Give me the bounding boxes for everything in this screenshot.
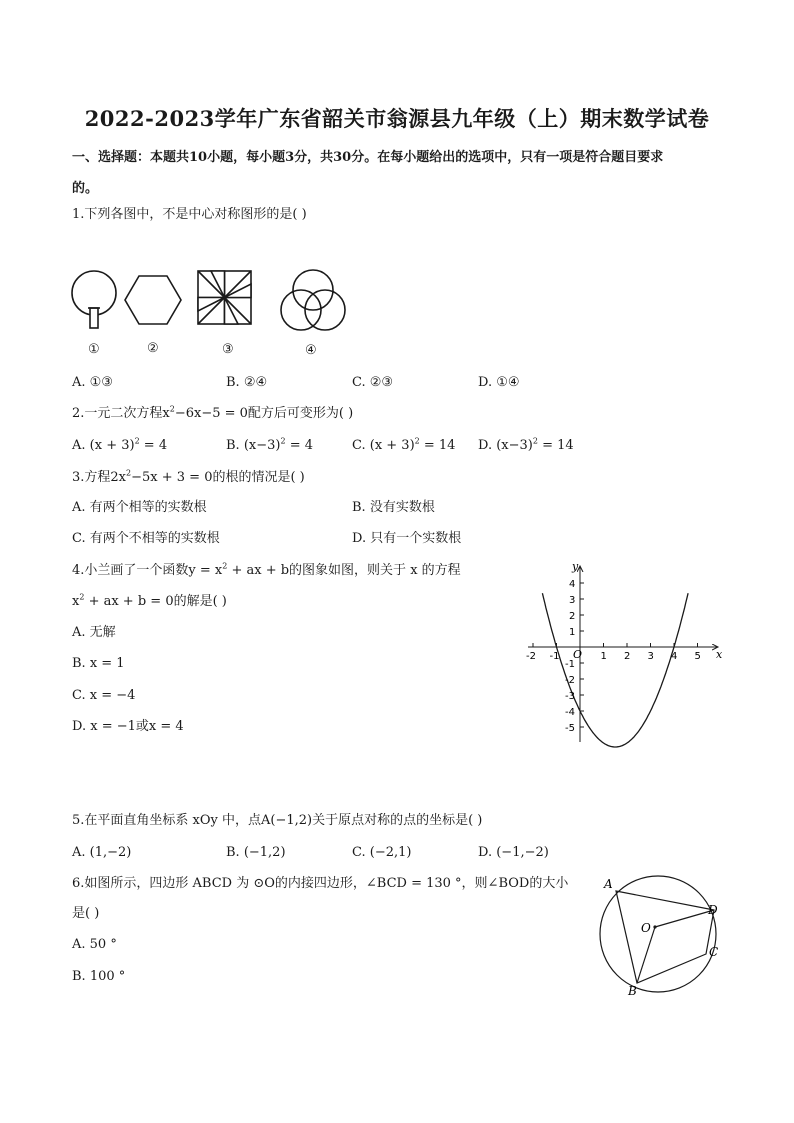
parabola-graph — [524, 560, 724, 750]
q2-stem: 2.一元二次方程$x^2-6x-5 = 0$配方后可变形为( ) — [72, 404, 354, 421]
x-tick-label: 5 — [694, 651, 701, 662]
q1-option-b[interactable]: B. ②④ — [226, 375, 268, 390]
q1-option-c[interactable]: C. ②③ — [352, 375, 394, 390]
q4-option-c[interactable]: C. x = −4 — [72, 688, 136, 703]
y-tick-label: -2 — [565, 675, 575, 686]
q3-option-a[interactable]: A. 有两个相等的实数根 — [72, 500, 207, 515]
y-tick-label: 3 — [569, 595, 576, 606]
y-tick-label: -4 — [565, 707, 575, 718]
x-tick-label: 2 — [624, 651, 631, 662]
q4-option-a[interactable]: A. 无解 — [72, 625, 116, 640]
pinwheel-figure-icon — [198, 271, 251, 324]
x-tick-label: 1 — [600, 651, 607, 662]
q1-figures — [66, 266, 366, 338]
q1-stem: 1.下列各图中，不是中心对称图形的是( ) — [72, 207, 307, 222]
x-tick-label: 4 — [671, 651, 678, 662]
y-tick-label: 1 — [569, 627, 576, 638]
q4-option-d[interactable]: D. x = −1或x = 4 — [72, 719, 184, 734]
q6-stem-line1: 6.如图所示，四边形 ABCD 为 ⊙O的内接四边形，∠BCD = 130 °，则∠BOD的大小 — [72, 876, 569, 891]
q2-option-c[interactable]: C. $(x + 3)^2 = 14$ — [352, 436, 456, 453]
q5-stem: 5.在平面直角坐标系 xOy 中，点A(−1,2)关于原点对称的点的坐标是( ) — [72, 813, 483, 828]
q3-stem: 3.方程$2x^2-5x + 3 = 0$的根的情况是( ) — [72, 468, 305, 485]
q4-stem-line1: 4.小兰画了一个函数$y = x^2$ + ax + b的图象如图，则关于 x 的方程 — [72, 561, 461, 578]
y-tick-label: -1 — [565, 659, 575, 670]
x-axis-label: x — [716, 648, 723, 661]
q5-option-d[interactable]: D. (−1,−2) — [478, 845, 549, 860]
y-tick-label: 2 — [569, 611, 576, 622]
q6-option-b[interactable]: B. 100 ° — [72, 969, 126, 984]
q5-option-a[interactable]: A. (1,−2) — [72, 845, 132, 860]
y-tick-label: -3 — [565, 691, 575, 702]
q1-figure-label-4: ④ — [305, 343, 317, 358]
y-axis-label: y — [572, 560, 579, 573]
x-tick-label: 3 — [647, 651, 654, 662]
section-heading-line1: 一、选择题：本题共10小题，每小题3分，共30分。在每小题给出的选项中，只有一项是符合题目要求 — [72, 150, 664, 165]
q1-figure-label-1: ① — [88, 342, 100, 357]
q3-option-b[interactable]: B. 没有实数根 — [352, 500, 435, 515]
q2-option-a[interactable]: A. $(x + 3)^2 = 4$ — [72, 436, 168, 453]
triquetra-figure-icon — [281, 270, 345, 330]
q4-stem-line2: $x^2$ + ax + b = 0的解是( ) — [72, 592, 227, 609]
paddle-figure-icon — [72, 271, 116, 328]
y-tick-label: 4 — [569, 579, 576, 590]
q2-option-d[interactable]: D. $(x-3)^2 = 14$ — [478, 436, 574, 453]
point-c-label: C — [709, 945, 719, 959]
x-tick-label: -1 — [549, 651, 560, 662]
q1-option-a[interactable]: A. ①③ — [72, 375, 113, 390]
q6-stem-line2: 是( ) — [72, 906, 100, 921]
hexagon-figure-icon — [125, 276, 181, 324]
q1-figure-label-3: ③ — [222, 342, 234, 357]
page-title: 2022-2023学年广东省韶关市翁源县九年级（上）期末数学试卷 — [84, 106, 710, 131]
section-heading-line2: 的。 — [72, 181, 99, 196]
q2-option-b[interactable]: B. $(x-3)^2 = 4$ — [226, 436, 313, 453]
q6-option-a[interactable]: A. 50 ° — [72, 937, 117, 952]
q1-option-d[interactable]: D. ①④ — [478, 375, 520, 390]
point-a-label: A — [604, 877, 613, 891]
q4-option-b[interactable]: B. x = 1 — [72, 656, 125, 671]
y-tick-label: -5 — [565, 723, 575, 734]
q5-option-c[interactable]: C. (−2,1) — [352, 845, 412, 860]
origin-label: O — [573, 648, 583, 661]
q3-option-d[interactable]: D. 只有一个实数根 — [352, 531, 462, 546]
q1-figure-label-2: ② — [147, 341, 159, 356]
point-o-label: O — [641, 921, 651, 935]
q5-option-b[interactable]: B. (−1,2) — [226, 845, 286, 860]
inscribed-quadrilateral-figure — [594, 874, 724, 998]
x-tick-label: -2 — [526, 651, 536, 662]
q3-option-c[interactable]: C. 有两个不相等的实数根 — [72, 531, 220, 546]
point-d-label: D — [708, 903, 718, 917]
point-b-label: B — [628, 984, 637, 998]
